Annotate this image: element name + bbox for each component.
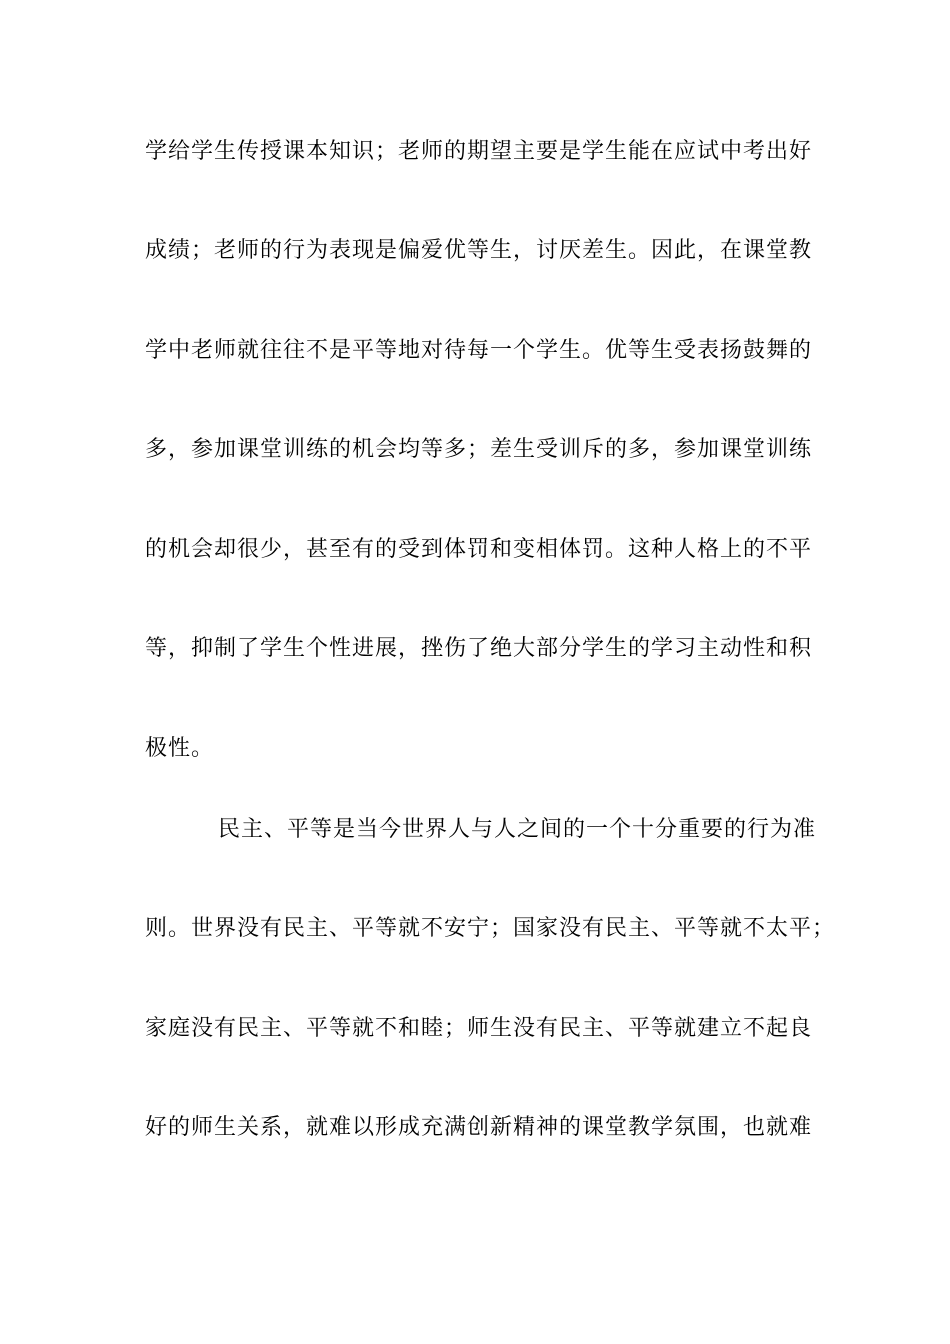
text-line: 等，抑制了学生个性进展，挫伤了绝大部分学生的学习主动性和积 — [145, 636, 813, 661]
text-line: 家庭没有民主、平等就不和睦；师生没有民主、平等就建立不起良 — [145, 1016, 813, 1041]
text-line: 好的师生关系，就难以形成充满创新精神的课堂教学氛围，也就难 — [145, 1115, 813, 1140]
text-line: 多，参加课堂训练的机会均等多；差生受训斥的多，参加课堂训练 — [145, 437, 813, 462]
text-line: 学中老师就往往不是平等地对待每一个学生。优等生受表扬鼓舞的 — [145, 338, 813, 363]
text-line: 的机会却很少，甚至有的受到体罚和变相体罚。这种人格上的不平 — [145, 537, 813, 562]
text-line: 成绩；老师的行为表现是偏爱优等生，讨厌差生。因此，在课堂教 — [145, 238, 813, 263]
text-line: 则。世界没有民主、平等就不安宁；国家没有民主、平等就不太平； — [145, 916, 836, 941]
text-line: 学给学生传授课本知识；老师的期望主要是学生能在应试中考出好 — [145, 139, 813, 164]
text-line: 民主、平等是当今世界人与人之间的一个十分重要的行为准 — [218, 817, 817, 842]
text-line: 极性。 — [145, 736, 215, 761]
